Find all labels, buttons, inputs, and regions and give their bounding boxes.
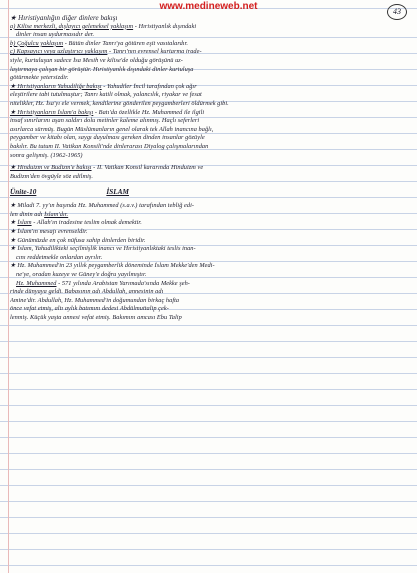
hinduism-view-line2: Budizm'den övgüyle söz edilmiş. — [10, 172, 93, 180]
approach-b-label: b) Çoğulcu yaklaşım — [10, 39, 64, 47]
muhammad-line2: rinde dünyaya geldi. Babasının adı Abdullah, annesinin adı — [10, 288, 164, 296]
muhammad-line3: Amine'dir. Abdullah, Hz. Muhammed'in doğumundan birkaç hafta — [10, 296, 180, 304]
muhammad-line4: önce vefat etmiş, altı aylık batımını dedesi Abdülmuttalip çek- — [10, 305, 169, 313]
handwritten-notes — [10, 14, 405, 323]
islam-view-line2: insaf sınırlarını aşan saldırı dolu metinler kaleme alınmış. Haçlı seferleri — [10, 117, 200, 125]
approach-b-text: - Bütün dinler Tanrı'ya götüren eşit vasıtalardır. — [63, 39, 189, 47]
islam-view-label: ★ Hıristiyanların İslam'a bakışı — [10, 108, 94, 116]
unit-label: Ünite-10 — [10, 188, 37, 197]
approach-a-cont: dinler insan uydurmasıdır der. — [16, 31, 95, 39]
star-icon: ★ — [10, 219, 18, 227]
muhammad-label: Hz. Muhammed — [16, 279, 57, 287]
bullet-universal: ★ İslam'ın mesajı evrenseldir. — [10, 228, 88, 236]
approach-a-label: a) Kilise merkezli, dışlayıcı geleneksel yaklaşım — [10, 22, 134, 30]
muhammad-text: - 571 yılında Arabistan Yarımada'sında Mekke şeh- — [56, 279, 190, 287]
unit-title: İSLAM — [106, 188, 129, 197]
approach-c-label: c) Kapsayıcı veya uzlaştırıcı yaklaşım — [10, 48, 108, 56]
bullet-spread-line1: ★ Hz. Muhammed'in 23 yıllık peygamberlik döneminde İslam Mekke'den Medi- — [10, 262, 215, 270]
bullet-spread-line2: ne'ye, oradan kuzeye ve Güney'e doğru yayılmıştır. — [16, 271, 147, 279]
judaism-view-label: ★ Hıristiyanların Yahudiliğe bakışı — [10, 82, 102, 90]
approach-c — [10, 48, 405, 57]
approach-a-text: - Hıristiyanlık dışındaki — [133, 22, 197, 30]
islam-view — [10, 109, 405, 118]
judaism-view-line2: eleştirilere tabi tutulmuştur; Tanrı katili olmak, yalancılık, riyakar ve fesat — [10, 91, 202, 99]
muhammad-line1 — [10, 280, 405, 289]
bullet-islam-meaning — [10, 219, 405, 228]
approach-c-line4: götürmekte yetersizdir. — [10, 74, 69, 82]
judaism-view-text: - Yahudiler İncil tarafından çok ağır — [101, 82, 197, 90]
islam-word: İslam — [17, 219, 32, 227]
islam-view-line6: sonra gelişmiş. (1962-1965) — [10, 151, 83, 159]
islam-view-line4: peygamber ve kitabı olan, saygı duyulması gereken dinden insanlar gözüyle — [10, 134, 205, 142]
judaism-view — [10, 83, 405, 92]
margin-line — [8, 0, 9, 573]
islam-view-text: - Batı'da özellikle Hz. Muhammed ile ilgili — [93, 108, 205, 116]
unit-heading — [10, 187, 405, 198]
bullet-difference-line2: cını reddetmekle onlardan ayrılır. — [16, 253, 103, 261]
islam-intro-text: len dinin adı — [10, 210, 45, 218]
approach-c-line3: laştırmaya çalışan bir görüştür. Hıristiyanlık dışındaki dinler kurtuluşa — [10, 65, 194, 73]
page-number: 43 — [387, 4, 407, 20]
hinduism-view-label: ★ Hinduizm ve Budizm'e bakışı — [10, 164, 92, 172]
hinduism-view-text: - II. Vatikan Konsil kararında Hinduizm ve — [91, 164, 204, 172]
islam-view-line3: asırlarca sürmüş. Bugün Müslümanların genel olarak tek Allah inancına bağlı, — [10, 125, 214, 133]
islam-meaning-text: - Allah'ın iradesine teslim olmak demektir. — [31, 219, 142, 227]
site-url-watermark[interactable]: www.medineweb.net — [159, 1, 258, 12]
judaism-view-line3: nitelikler, Hz. İsa'yı ele vermek, kendilerine gönderilen peygamberleri öldürmek gibi. — [10, 99, 229, 107]
hinduism-view — [10, 164, 405, 173]
approach-a — [10, 23, 405, 32]
bullet-difference-line1: ★ İslam, Yahudilikteki seçilmişlik inancı ve Hıristiyanlıktaki teslis inan- — [10, 245, 196, 253]
approach-c-text: - Tanrı'nın evrensel kurtarma irade- — [107, 48, 202, 56]
islam-intro-line2 — [10, 211, 405, 220]
islam-name: İslam'dır. — [44, 210, 69, 218]
section-heading-other-religions: ★ Hıristiyanlığın diğer dinlere bakışı — [10, 14, 118, 22]
approach-b — [10, 40, 405, 49]
bullet-population: ★ Günümüzde en çok nüfusa sahip dinlerden biridir. — [10, 236, 146, 244]
muhammad-line5: lenmiş. Küçük yaşta annesi vefat etmiş. Bakımını amcası Ebu Talip — [10, 314, 182, 321]
approach-c-line2: siyle, kurtuluşun sadece İsa Mesih ve kilise'de olduğu görüşünü uz- — [10, 56, 183, 64]
islam-view-line5: bakılır. Bu tutum II. Vatikan Konsili'nde dinlerarası Diyalog çalışmalarından — [10, 142, 209, 150]
islam-intro-line1: ★ Miladi 7. yy'ın başında Hz. Muhammed (s.a.v.) tarafından tebliğ edi- — [10, 202, 195, 210]
